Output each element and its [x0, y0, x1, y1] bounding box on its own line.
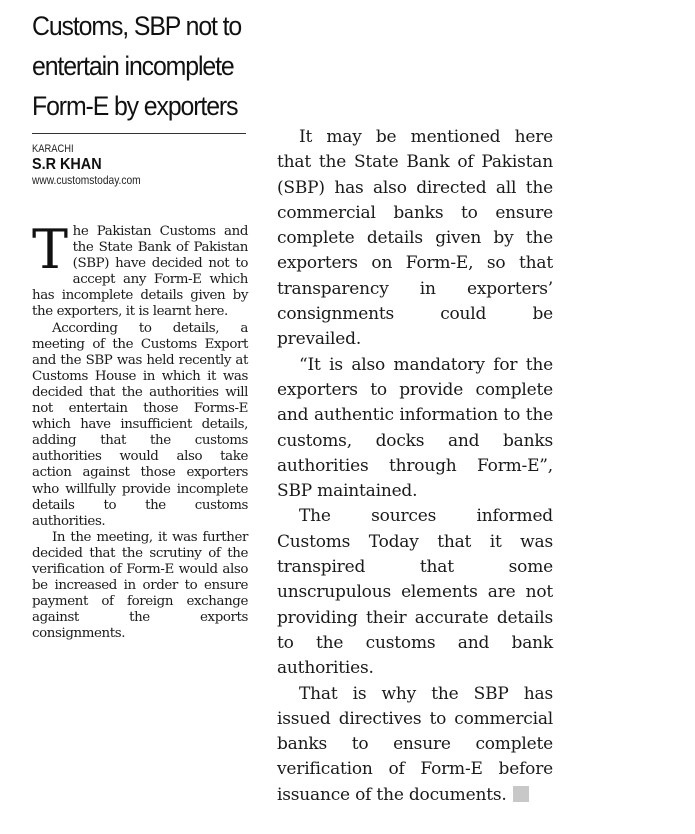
paragraph-1-text: he Pakistan Customs and the State Bank of Pakistan (SBP) have decided not to accept any Form-E which has incomplete details given by the exporters, it is learnt here.	[32, 224, 248, 320]
paragraph-5: “It is also mandatory for the exporters to provide complete and authentic information to the customs, docks and banks authorities through Form-E”, SBP maintained.	[277, 354, 553, 502]
paragraph-4: It may be mentioned here that the State Bank of Pakistan (SBP) has also directed all the commercial banks to ensure complete details given by the exporters on Form-E, so that transparency in exporters’ consignments could be prevailed.	[277, 127, 553, 350]
headline-line-3: Form-E by exporters	[32, 91, 238, 121]
headline	[32, 6, 242, 126]
headline-divider	[32, 133, 246, 134]
drop-cap: T	[32, 218, 68, 281]
author-name: S.R KHAN	[32, 156, 102, 173]
headline-line-2: entertain incomplete	[32, 51, 234, 81]
paragraph-3: In the meeting, it was further decided that the scrutiny of the verification of Form-E would also be increased in order to ensure payment of foreign exchange against the exports consignments.	[32, 529, 248, 642]
headline-line-1: Customs, SBP not to	[32, 11, 242, 41]
end-of-story-mark	[513, 786, 529, 802]
paragraph-7-text: That is why the SBP has issued directives to commercial banks to ensure complete verification of Form-E before issuance of the documents.	[277, 683, 553, 805]
paragraph-7	[277, 682, 553, 808]
article-column-1	[32, 218, 248, 642]
dateline: KARACHI	[32, 143, 74, 155]
byline	[32, 142, 247, 188]
paragraph-2: According to details, a meeting of the Customs Export and the SBP was held recently at Customs House in which it was decided that the authorities will not entertain those Forms-E which have insufficient details, adding that the customs authorities would also take action against those exporters who willfully provide incomplete details to the customs authorities.	[32, 320, 248, 529]
source-website: www.customstoday.com	[32, 173, 141, 187]
article-column-2	[277, 125, 553, 808]
paragraph-1	[32, 218, 248, 321]
paragraph-6: The sources informed Customs Today that it was transpired that some unscrupulous elements are not providing their accurate details to the customs and bank authorities.	[277, 506, 553, 679]
